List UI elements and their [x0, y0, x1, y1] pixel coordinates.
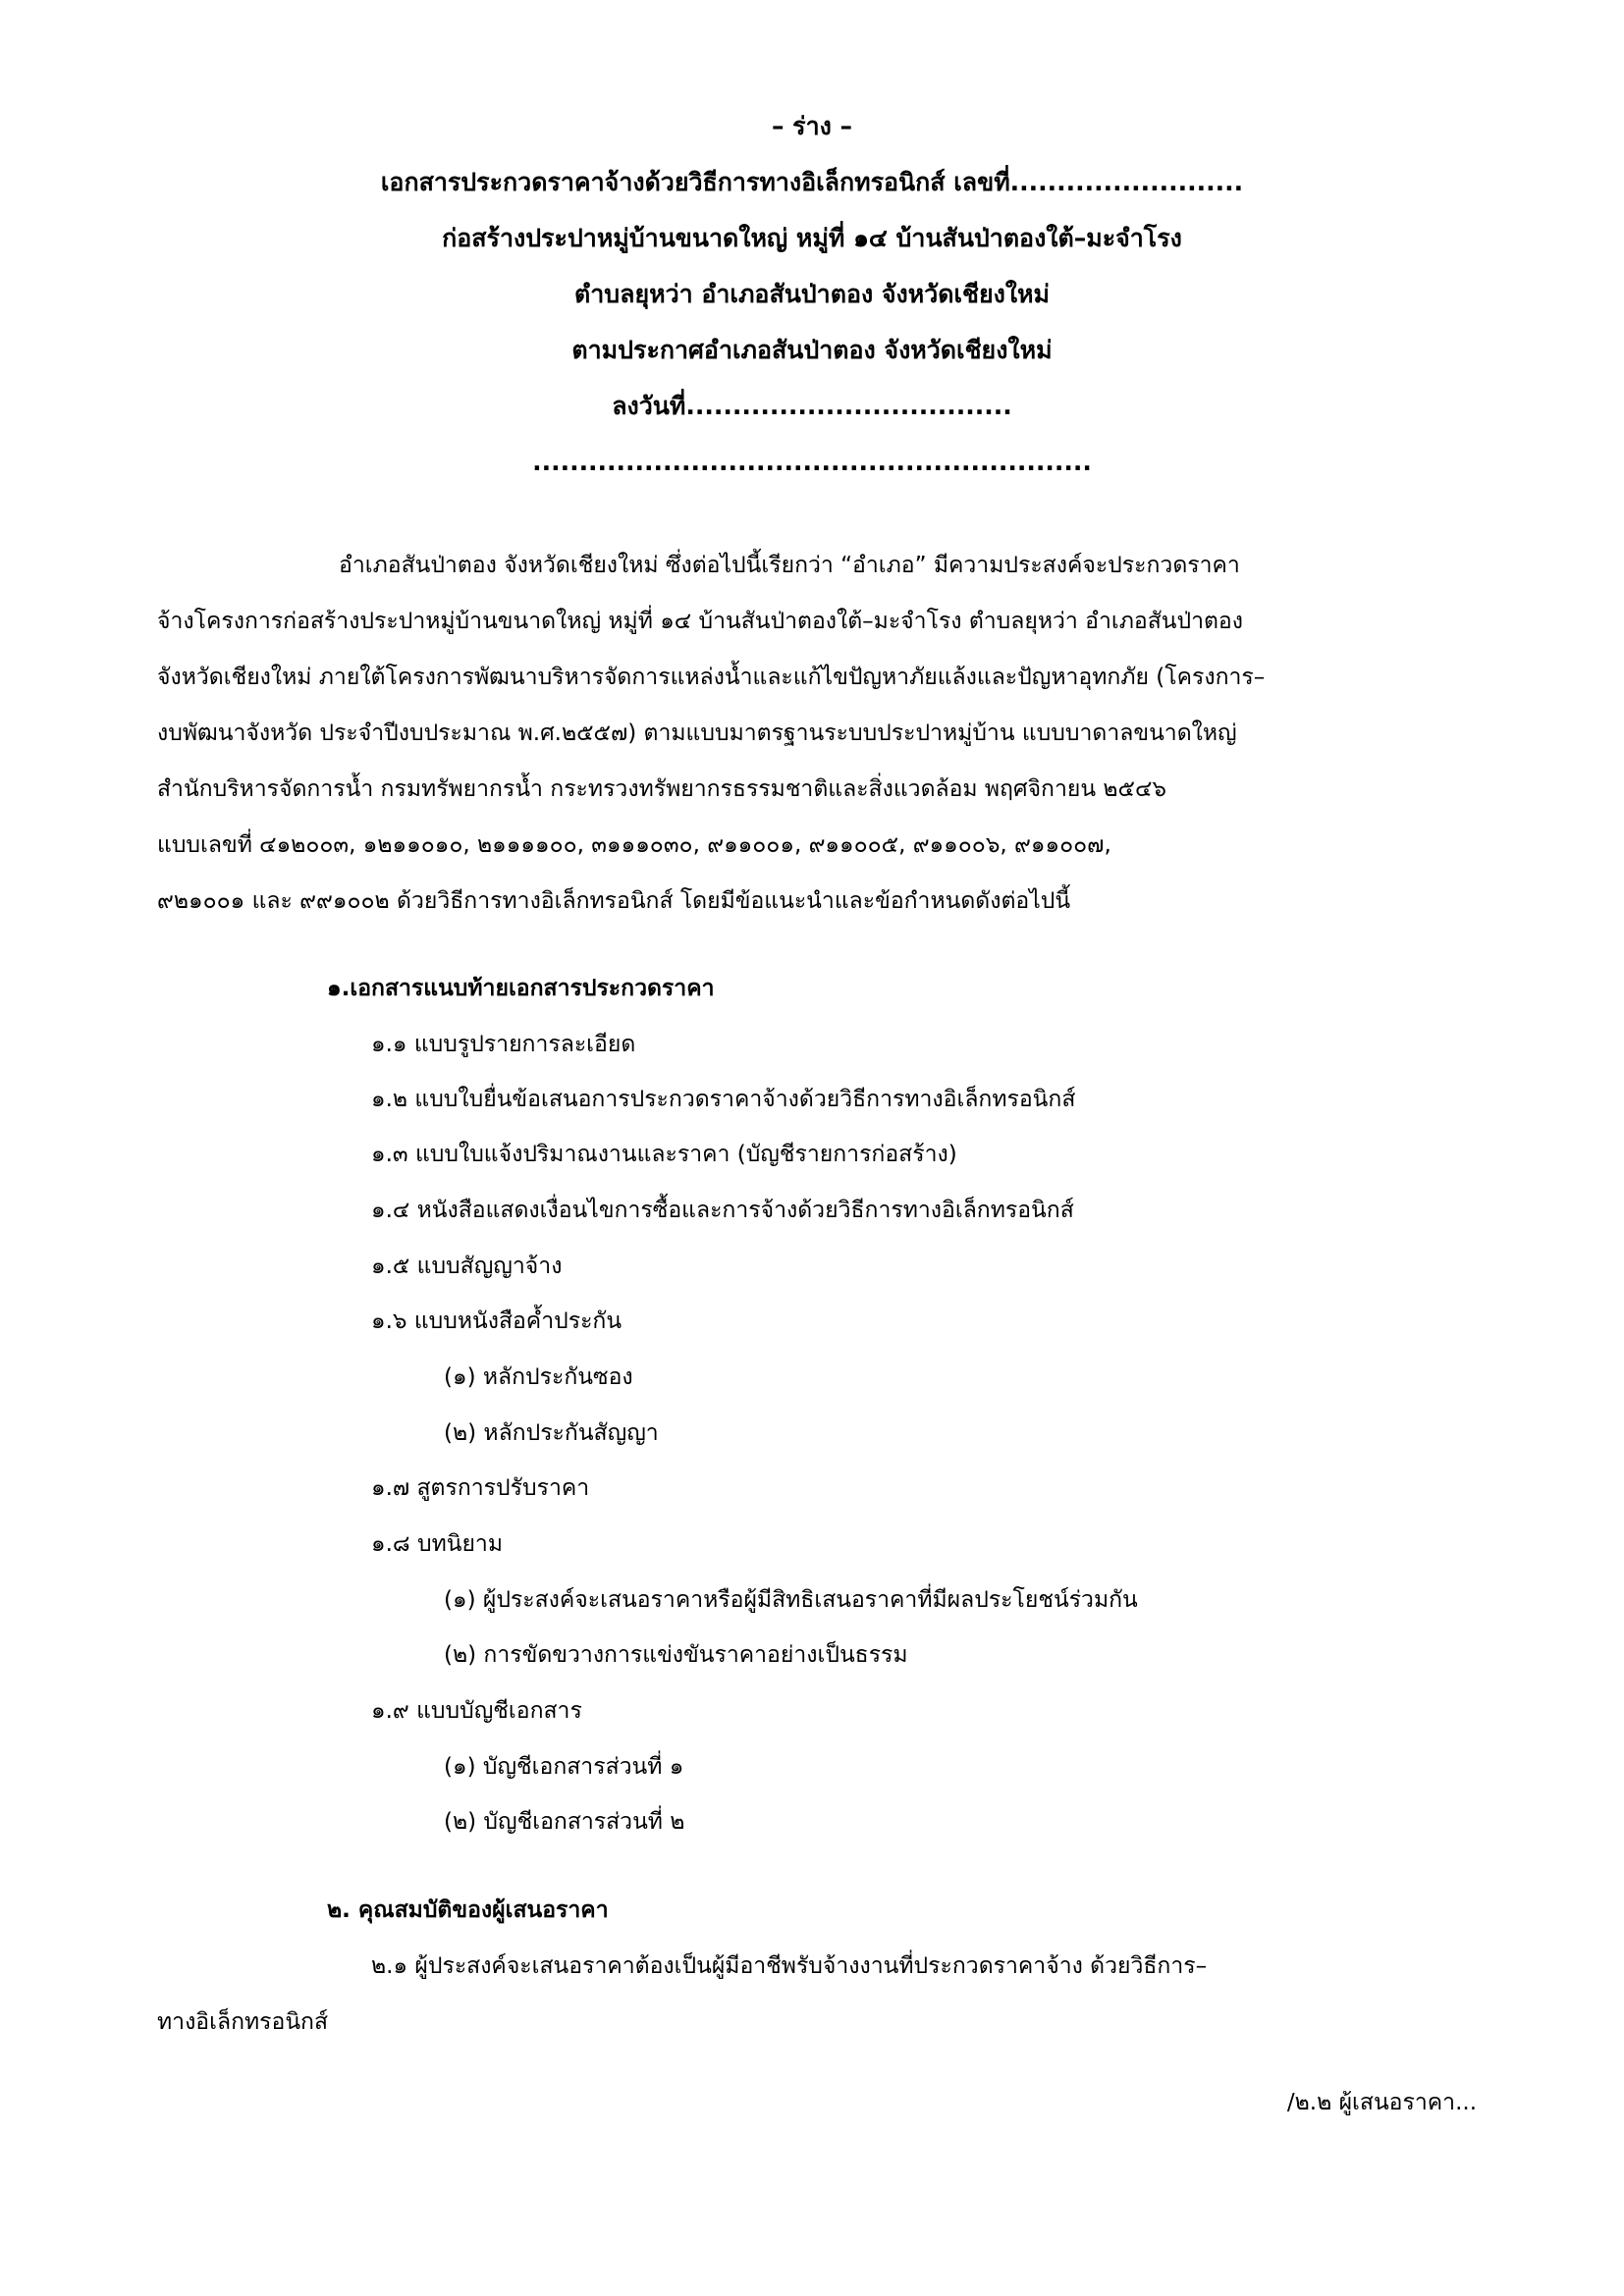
- attachment-item: ๑.๖ แบบหนังสือค้ำประกัน: [371, 1308, 623, 1334]
- intro-line: จังหวัดเชียงใหม่ ภายใต้โครงการพัฒนาบริหารจัดการแหล่งน้ำและแก้ไขปัญหาภัยแล้งและปัญหาอุทกภัย (โครงการ–: [157, 665, 1266, 690]
- intro-line: งบพัฒนาจังหวัด ประจำปีงบประมาณ พ.ศ.๒๕๕๗) ตามแบบมาตรฐานระบบประปาหมู่บ้าน แบบบาดาลขนาดใหญ่: [157, 721, 1237, 746]
- qualification-line: ทางอิเล็กทรอนิกส์: [157, 2009, 329, 2035]
- date-line: ลงวันที่...................................: [612, 392, 1012, 420]
- attachment-item: ๑.๒ แบบใบยื่นข้อเสนอการประกวดราคาจ้างด้วยวิธีการทางอิเล็กทรอนิกส์: [371, 1087, 1076, 1112]
- intro-paragraph: [157, 538, 1478, 930]
- project-title: ก่อสร้างประปาหมู่บ้านขนาดใหญ่ หมู่ที่ ๑๔ บ้านสันป่าตองใต้–มะจำโรง: [442, 224, 1182, 252]
- attachment-item: ๑.๙ แบบบัญชีเอกสาร: [371, 1698, 582, 1724]
- attachment-subitem: (๑) ผู้ประสงค์จะเสนอราคาหรือผู้มีสิทธิเสนอราคาที่มีผลประโยชน์ร่วมกัน: [444, 1587, 1138, 1613]
- attachment-item: ๑.๑ แบบรูปรายการละเอียด: [371, 1032, 636, 1057]
- attachment-subitem: (๑) บัญชีเอกสารส่วนที่ ๑: [444, 1754, 684, 1780]
- attachment-item: ๑.๗ สูตรการปรับราคา: [371, 1475, 590, 1501]
- dotted-separator: ............................................................: [532, 448, 1092, 476]
- section-2-heading: ๒. คุณสมบัติของผู้เสนอราคา: [327, 1897, 609, 1923]
- continuation-note: /๒.๒ ผู้เสนอราคา...: [1286, 2090, 1477, 2115]
- attachment-subitem: (๒) การขัดขวางการแข่งขันราคาอย่างเป็นธรรม: [444, 1642, 908, 1668]
- intro-line: แบบเลขที่ ๔๑๒๐๐๓, ๑๒๑๑๐๑๐, ๒๑๑๑๑๐๐, ๓๑๑๑๐๓๐, ๙๑๑๐๐๑, ๙๑๑๐๐๕, ๙๑๑๐๐๖, ๙๑๑๐๐๗,: [157, 832, 1111, 858]
- attachment-item: ๑.๔ หนังสือแสดงเงื่อนไขการซื้อและการจ้างด้วยวิธีการทางอิเล็กทรอนิกส์: [371, 1198, 1074, 1223]
- intro-line: สำนักบริหารจัดการน้ำ กรมทรัพยากรน้ำ กระทรวงทรัพยากรธรรมชาติและสิ่งแวดล้อม พฤศจิกายน ๒๕๔๖: [157, 776, 1166, 802]
- document-title: เอกสารประกวดราคาจ้างด้วยวิธีการทางอิเล็กทรอนิกส์ เลขที่.........................: [380, 168, 1244, 196]
- intro-line: อำเภอสันป่าตอง จังหวัดเชียงใหม่ ซึ่งต่อไปนี้เรียกว่า “อำเภอ” มีความประสงค์จะประกวดราคา: [339, 553, 1240, 578]
- intro-line: จ้างโครงการก่อสร้างประปาหมู่บ้านขนาดใหญ่ หมู่ที่ ๑๔ บ้านสันป่าตองใต้–มะจำโรง ตำบลยุหว่า อำเภอสันป่าตอง: [157, 609, 1243, 634]
- attachment-item: ๑.๘ บทนิยาม: [371, 1531, 504, 1557]
- section-1-heading: ๑.เอกสารแนบท้ายเอกสารประกวดราคา: [327, 976, 715, 1001]
- attachment-subitem: (๑) หลักประกันซอง: [444, 1364, 633, 1390]
- attachment-item: ๑.๕ แบบสัญญาจ้าง: [371, 1254, 563, 1279]
- intro-line: ๙๒๑๐๐๑ และ ๙๙๑๐๐๒ ด้วยวิธีการทางอิเล็กทรอนิกส์ โดยมีข้อแนะนำและข้อกำหนดดังต่อไปนี้: [157, 888, 1071, 914]
- draft-label: – ร่าง –: [771, 112, 853, 140]
- attachment-item: ๑.๓ แบบใบแจ้งปริมาณงานและราคา (บัญชีรายการก่อสร้าง): [371, 1142, 957, 1167]
- attachment-subitem: (๒) บัญชีเอกสารส่วนที่ ๒: [444, 1809, 685, 1835]
- announcement-line: ตามประกาศอำเภอสันป่าตอง จังหวัดเชียงใหม่: [571, 336, 1053, 364]
- qualification-line: ๒.๑ ผู้ประสงค์จะเสนอราคาต้องเป็นผู้มีอาชีพรับจ้างงานที่ประกวดราคาจ้าง ด้วยวิธีการ–: [371, 1953, 1208, 1979]
- project-location: ตำบลยุหว่า อำเภอสันป่าตอง จังหวัดเชียงใหม่: [573, 280, 1051, 308]
- attachment-subitem: (๒) หลักประกันสัญญา: [444, 1420, 659, 1446]
- document-header: [0, 98, 1624, 490]
